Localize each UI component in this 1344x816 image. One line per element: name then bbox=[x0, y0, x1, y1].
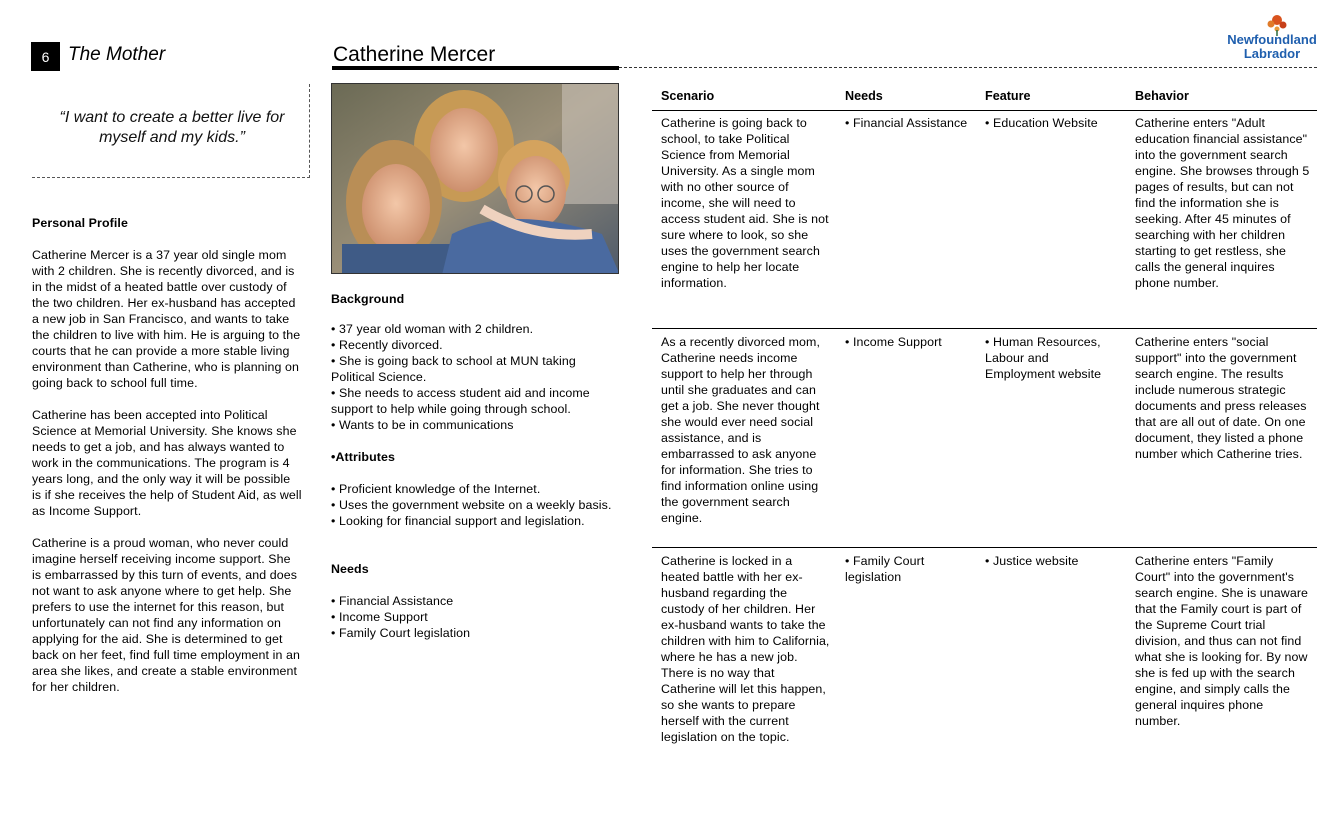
logo-line1: Newfoundland bbox=[1227, 32, 1317, 47]
column-header-feature: Feature bbox=[985, 89, 1031, 103]
profile-paragraph: Catherine is a proud woman, who never could imagine herself receiving income support. She is embarrassed by this turn of events, and does not want to ask anyone where to get help. She prefers to use the internet for this reason, but unfortunately can not find any information on applying for the aid. She is determined to get back on her feet, find full time employment in an area she likes, and create a stable environment for her children. bbox=[32, 536, 300, 694]
cell-behavior: Catherine enters "Adult education financial assistance" into the government search engine. She browses through 5 pages of results, but can not find the information she is seeking. After 45 minutes of searching with her children starting to get restless, she calls the general inquires phone number. bbox=[1135, 116, 1310, 290]
profile-paragraph: Catherine Mercer is a 37 year old single mom with 2 children. She is recently divorced, and is in the midst of a heated battle over custody of the two children. Her ex-husband has accepted a new job in San Francisco, and wants to take the children to live with him. He is arguing to the courts that he can provide a more stable living environment than Catherine, who is planning on going back to school full time. bbox=[32, 248, 301, 390]
cell-scenario: As a recently divorced mom, Catherine needs income support to help her through until she graduates and can get a job. She never thought she would ever need social assistance, and is embarrassed to ask anyone for information. She tries to find information online using the government search engine. bbox=[661, 335, 821, 525]
cell-scenario: Catherine is going back to school, to take Political Science from Memorial University. As a single mom with no other source of income, she will need to access student aid. She is not sure where to look, so she uses the government search engine to help her locate information. bbox=[661, 116, 829, 290]
cell-scenario: Catherine is locked in a heated battle with her ex-husband regarding the custody of her children. Her ex-husband wants to take the children with him to California, where he has a new job. There is no way that Catherine will let this happen, so she wants to prepare herself with the current legislation on the topic. bbox=[661, 554, 830, 744]
list-item: • Income Support bbox=[331, 610, 428, 624]
profile-body bbox=[32, 247, 302, 711]
logo-line2: Labrador bbox=[1243, 46, 1301, 61]
persona-label: The Mother bbox=[68, 44, 166, 65]
title-rule bbox=[332, 66, 619, 70]
profile-heading: Personal Profile bbox=[32, 216, 128, 230]
needs-heading: Needs bbox=[331, 562, 369, 576]
row-divider bbox=[652, 328, 1317, 329]
persona-number-badge: 6 bbox=[31, 42, 60, 71]
list-item: • She needs to access student aid and income support to help while going through school. bbox=[331, 386, 590, 416]
needs-list bbox=[331, 593, 616, 641]
family-photo-image bbox=[332, 84, 619, 274]
row-divider bbox=[652, 547, 1317, 548]
header-divider bbox=[652, 110, 1317, 111]
cell-needs: • Financial Assistance bbox=[845, 116, 968, 130]
dashed-rule bbox=[619, 67, 1317, 68]
background-list bbox=[331, 321, 616, 433]
cell-behavior: Catherine enters "social support" into the government search engine. The results include numerous strategic documents and press releases that are all out of date. On one document, they listed a phone number which Catherine tries. bbox=[1135, 335, 1307, 461]
list-item: • Financial Assistance bbox=[331, 594, 454, 608]
attributes-heading: •Attributes bbox=[331, 450, 395, 464]
column-header-behavior: Behavior bbox=[1135, 89, 1189, 103]
profile-paragraph: Catherine has been accepted into Political Science at Memorial University. She knows she needs to get a job, and has always wanted to work in the communications. The program is 4 years long, and the only way it will be possible is if she receives the help of Student Aid, as well as Income Support. bbox=[32, 408, 302, 518]
list-item: • 37 year old woman with 2 children. bbox=[331, 322, 534, 336]
attributes-list bbox=[331, 481, 616, 529]
cell-feature: • Human Resources, Labour and Employment website bbox=[985, 335, 1102, 381]
list-item: • Recently divorced. bbox=[331, 338, 443, 352]
newfoundland-labrador-logo bbox=[1222, 10, 1322, 64]
cell-needs: • Family Court legislation bbox=[845, 554, 925, 584]
list-item: • Looking for financial support and legislation. bbox=[331, 514, 585, 528]
persona-name: Catherine Mercer bbox=[333, 43, 496, 66]
background-heading: Background bbox=[331, 292, 405, 306]
cell-feature: • Justice website bbox=[985, 554, 1079, 568]
list-item: • She is going back to school at MUN taking Political Science. bbox=[331, 354, 576, 384]
persona-quote: “I want to create a better live for myself and my kids.” bbox=[59, 109, 285, 146]
list-item: • Wants to be in communications bbox=[331, 418, 514, 432]
cell-needs: • Income Support bbox=[845, 335, 942, 349]
cell-behavior: Catherine enters "Family Court" into the government's search engine. She is unaware that the Family court is part of the Supreme Court trial division, and thus can not find what she is looking for. By now she is fed up with the search engine, and simply calls the general inquires phone number. bbox=[1135, 554, 1309, 728]
list-item: • Proficient knowledge of the Internet. bbox=[331, 482, 541, 496]
pitcher-plant-icon bbox=[1222, 10, 1322, 64]
column-header-scenario: Scenario bbox=[661, 89, 715, 103]
cell-feature: • Education Website bbox=[985, 116, 1098, 130]
column-header-needs: Needs bbox=[845, 89, 883, 103]
list-item: • Uses the government website on a weekly basis. bbox=[331, 498, 612, 512]
list-item: • Family Court legislation bbox=[331, 626, 471, 640]
persona-photo bbox=[331, 83, 619, 274]
